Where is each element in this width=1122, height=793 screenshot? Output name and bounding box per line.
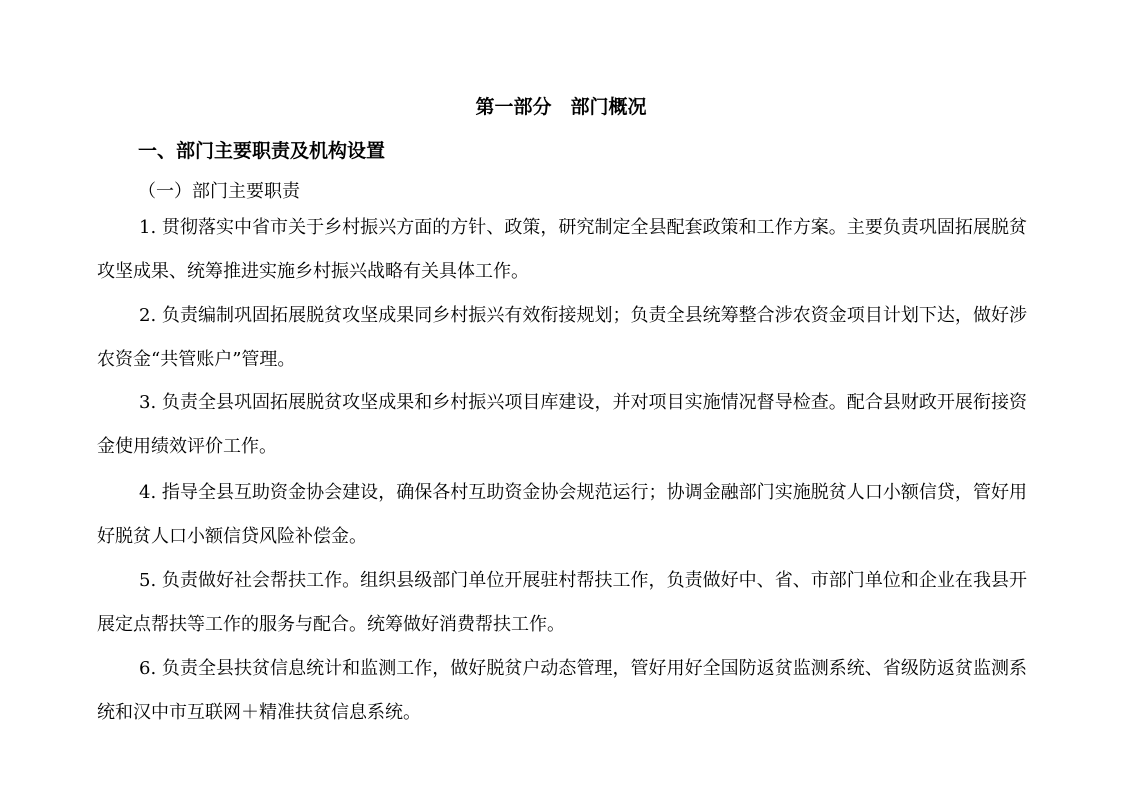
- duty-item-4: 4. 指导全县互助资金协会建设，确保各村互助资金协会规范运行；协调金融部门实施脱贫人口小额信贷，管好用好脱贫人口小额信贷风险补偿金。: [97, 482, 1027, 547]
- section-heading: 一、部门主要职责及机构设置: [138, 140, 386, 162]
- duty-item-6: 6. 负责全县扶贫信息统计和监测工作，做好脱贫户动态管理，管好用好全国防返贫监测系统、省级防返贫监测系统和汉中市互联网＋精准扶贫信息系统。: [97, 658, 1027, 723]
- subsection-heading: （一）部门主要职责: [138, 181, 300, 202]
- duty-item-2: 2. 负责编制巩固拓展脱贫攻坚成果同乡村振兴有效衔接规划；负责全县统筹整合涉农资金项目计划下达，做好涉农资金“共管账户”管理。: [97, 305, 1027, 370]
- duty-item-1: 1. 贯彻落实中省市关于乡村振兴方面的方针、政策，研究制定全县配套政策和工作方案。主要负责巩固拓展脱贫攻坚成果、统筹推进实施乡村振兴战略有关具体工作。: [97, 217, 1027, 282]
- duty-item-3: 3. 负责全县巩固拓展脱贫攻坚成果和乡村振兴项目库建设，并对项目实施情况督导检查。配合县财政开展衔接资金使用绩效评价工作。: [97, 392, 1027, 457]
- part-title: 第一部分 部门概况: [475, 96, 647, 118]
- duty-item-5: 5. 负责做好社会帮扶工作。组织县级部门单位开展驻村帮扶工作，负责做好中、省、市部门单位和企业在我县开展定点帮扶等工作的服务与配合。统筹做好消费帮扶工作。: [97, 570, 1027, 635]
